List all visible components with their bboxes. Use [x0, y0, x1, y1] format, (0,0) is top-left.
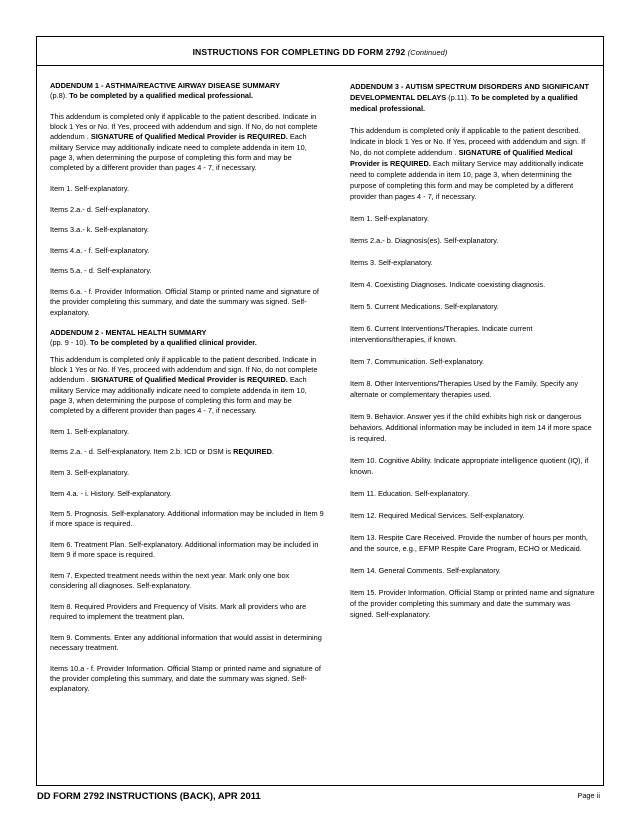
addendum1-heading: ADDENDUM 1 - ASTHMA/REACTIVE AIRWAY DISEASE SUMMARY [50, 81, 280, 90]
addendum2-heading-block [50, 328, 325, 349]
addendum3-item: Item 4. Coexisting Diagnoses. Indicate coexisting diagnosis. [350, 280, 546, 289]
addendum3-item: Item 10. Cognitive Ability. Indicate appropriate intelligence quotient (IQ), if known. [350, 456, 589, 476]
addendum2-item [50, 447, 325, 457]
addendum3-heading-block [350, 81, 596, 114]
addendum2-item: Item 5. Prognosis. Self-explanatory. Additional information may be included in Item 9 if more space is required. [50, 509, 324, 529]
addendum3-item: Item 9. Behavior. Answer yes if the child exhibits high risk or dangerous behaviors. Additional information may be included in item 14 if more space is required. [350, 412, 592, 443]
addendum2-qualifier: To be completed by a qualified clinical provider. [90, 338, 257, 348]
addendum3-item: Item 12. Required Medical Services. Self-explanatory. [350, 511, 525, 520]
addendum3-item: Item 7. Communication. Self-explanatory. [350, 357, 485, 366]
addendum2-page-ref: (pp. 9 - 10). [50, 338, 88, 348]
page-number: Page ii [577, 791, 600, 800]
addendum2-item: Item 8. Required Providers and Frequency of Visits. Mark all providers who are required to implement the treatment plan. [50, 601, 307, 622]
addendum1-item: Items 3.a.- k. Self-explanatory. [50, 225, 150, 235]
addendum3-item: Item 13. Respite Care Received. Provide the number of hours per month, and the source, e.g., EFMP Respite Care Program, ECHO or Medicaid. [350, 533, 588, 553]
addendum2-intro-text: This addendum is completed only if applicable to the patient described. Indicate in block 1 Yes or No. If Yes, proceed with addendum and sign. If No, do not complete addendum . [50, 354, 318, 385]
addendum1-item: Items 6.a. - f. Provider Information. Official Stamp or printed name and signature of the provider completing this summary, and date the summary was signed. Self-explanatory. [50, 286, 319, 317]
addendum1-item: Items 2.a.- d. Self-explanatory. [50, 204, 150, 214]
addendum1-intro-text-2: Each military Service may additionally indicate need to complete addenda in item 10, page 3, when determining the purpose of completing this form and may be completed by a different provider than pages 4 - 7, if necessary. [50, 132, 307, 173]
addendum1-signature-required: SIGNATURE of Qualified Medical Provider is REQUIRED. [90, 132, 288, 142]
addendum2-signature-required: SIGNATURE of Qualified Medical Provider is REQUIRED. [90, 375, 288, 385]
left-column [50, 81, 325, 705]
addendum2-item: Items 10.a - f. Provider Information. Official Stamp or printed name and signature of the provider completing this summary, and date the summary was signed. Self-explanatory. [50, 663, 321, 694]
addendum2-heading: ADDENDUM 2 - MENTAL HEALTH SUMMARY [50, 328, 207, 338]
addendum1-item: Item 1. Self-explanatory. [50, 183, 130, 193]
addendum2-item: Item 4.a. - i. History. Self-explanatory. [50, 488, 172, 498]
addendum3-item: Item 8. Other Interventions/Therapies Used by the Family. Specify any alternate or complementary therapies used. [350, 379, 579, 399]
addendum2-intro [50, 355, 325, 417]
form-identifier: DD FORM 2792 INSTRUCTIONS (BACK), APR 2011 [37, 790, 261, 801]
addendum1-qualifier: To be completed by a qualified medical professional. [69, 91, 254, 101]
addendum2-intro-text-2: Each military Service may additionally indicate need to complete addenda in item 10, page 3, when determining the purpose of completing this form and may be completed by a different provider than pages 4 - 7, if necessary. [50, 375, 307, 416]
addendum3-intro [350, 125, 596, 202]
addendum1-intro [50, 112, 325, 174]
addendum3-item: Items 3. Self-explanatory. [350, 258, 433, 267]
addendum1-heading-block [50, 81, 325, 102]
addendum2-item: Item 9. Comments. Enter any additional information that would assist in determining necessary treatment. [50, 632, 322, 653]
title-divider [37, 65, 603, 66]
addendum1-page-ref: (p.8). [50, 91, 68, 101]
addendum3-intro-text: This addendum is completed only if applicable to the patient described. Indicate in block 1 Yes or No. If Yes, proceed with addendum and sign. If No, do not complete addendum . [350, 126, 586, 157]
addendum2-item2-text: Items 2.a. - d. Self-explanatory. Item 2.b. ICD or DSM is [50, 447, 232, 457]
right-column [350, 81, 596, 631]
addendum3-item: Items 2.a.- b. Diagnosis(es). Self-explanatory. [350, 236, 499, 245]
addendum3-item: Item 14. General Comments. Self-explanatory. [350, 566, 501, 575]
addendum3-item: Item 11. Education. Self-explanatory. [350, 489, 470, 498]
addendum3-qualifier: To be completed by a qualified medical professional. [350, 93, 578, 113]
page-title [37, 47, 603, 57]
addendum2-item: Item 3. Self-explanatory. [50, 467, 130, 477]
title-continued: (Continued) [407, 48, 448, 57]
addendum1-intro-text: This addendum is completed only if applicable to the patient described. Indicate in block 1 Yes or No. If Yes, proceed with addendum and sign. If No, do not complete addendum . [50, 111, 318, 142]
addendum3-intro-text-2: Each military Service may additionally indicate need to complete addenda in item 10, page 3, when determining the purpose of completing this form and may be completed by a different provider than pages 4 - 7, if necessary. [350, 159, 584, 201]
addendum3-item: Item 1. Self-explanatory. [350, 214, 430, 223]
addendum2-item2-required: REQUIRED [233, 447, 272, 457]
addendum3-page-ref: (p.11). [448, 93, 469, 102]
addendum3-item: Item 5. Current Medications. Self-explanatory. [350, 302, 499, 311]
addendum3-signature-required: SIGNATURE of Qualified Medical Provider is REQUIRED. [350, 148, 573, 168]
title-main: INSTRUCTIONS FOR COMPLETING DD FORM 2792 [192, 47, 406, 57]
addendum2-item: Item 7. Expected treatment needs within the next year. Mark only one box considering all diagnoses. Self-explanatory. [50, 570, 290, 591]
addendum3-heading: ADDENDUM 3 - AUTISM SPECTRUM DISORDERS AND SIGNIFICANT DEVELOPMENTAL DELAYS [350, 82, 589, 102]
addendum2-item: Item 1. Self-explanatory. [50, 426, 130, 436]
addendum2-item: Item 6. Treatment Plan. Self-explanatory. Additional information may be included in Item 9 if more space is required. [50, 540, 319, 560]
addendum1-item: Items 4.a. - f. Self-explanatory. [50, 245, 150, 255]
addendum2-item2-end: . [271, 447, 274, 457]
form-frame [36, 36, 604, 786]
addendum3-item: Item 6. Current Interventions/Therapies. Indicate current interventions/therapies, if known. [350, 324, 533, 344]
addendum3-item: Item 15. Provider Information. Official Stamp or printed name and signature of the provider completing this summary and date the summary was signed. Self-explanatory. [350, 588, 595, 619]
addendum1-item: Items 5.a. - d. Self-explanatory. [50, 266, 152, 276]
